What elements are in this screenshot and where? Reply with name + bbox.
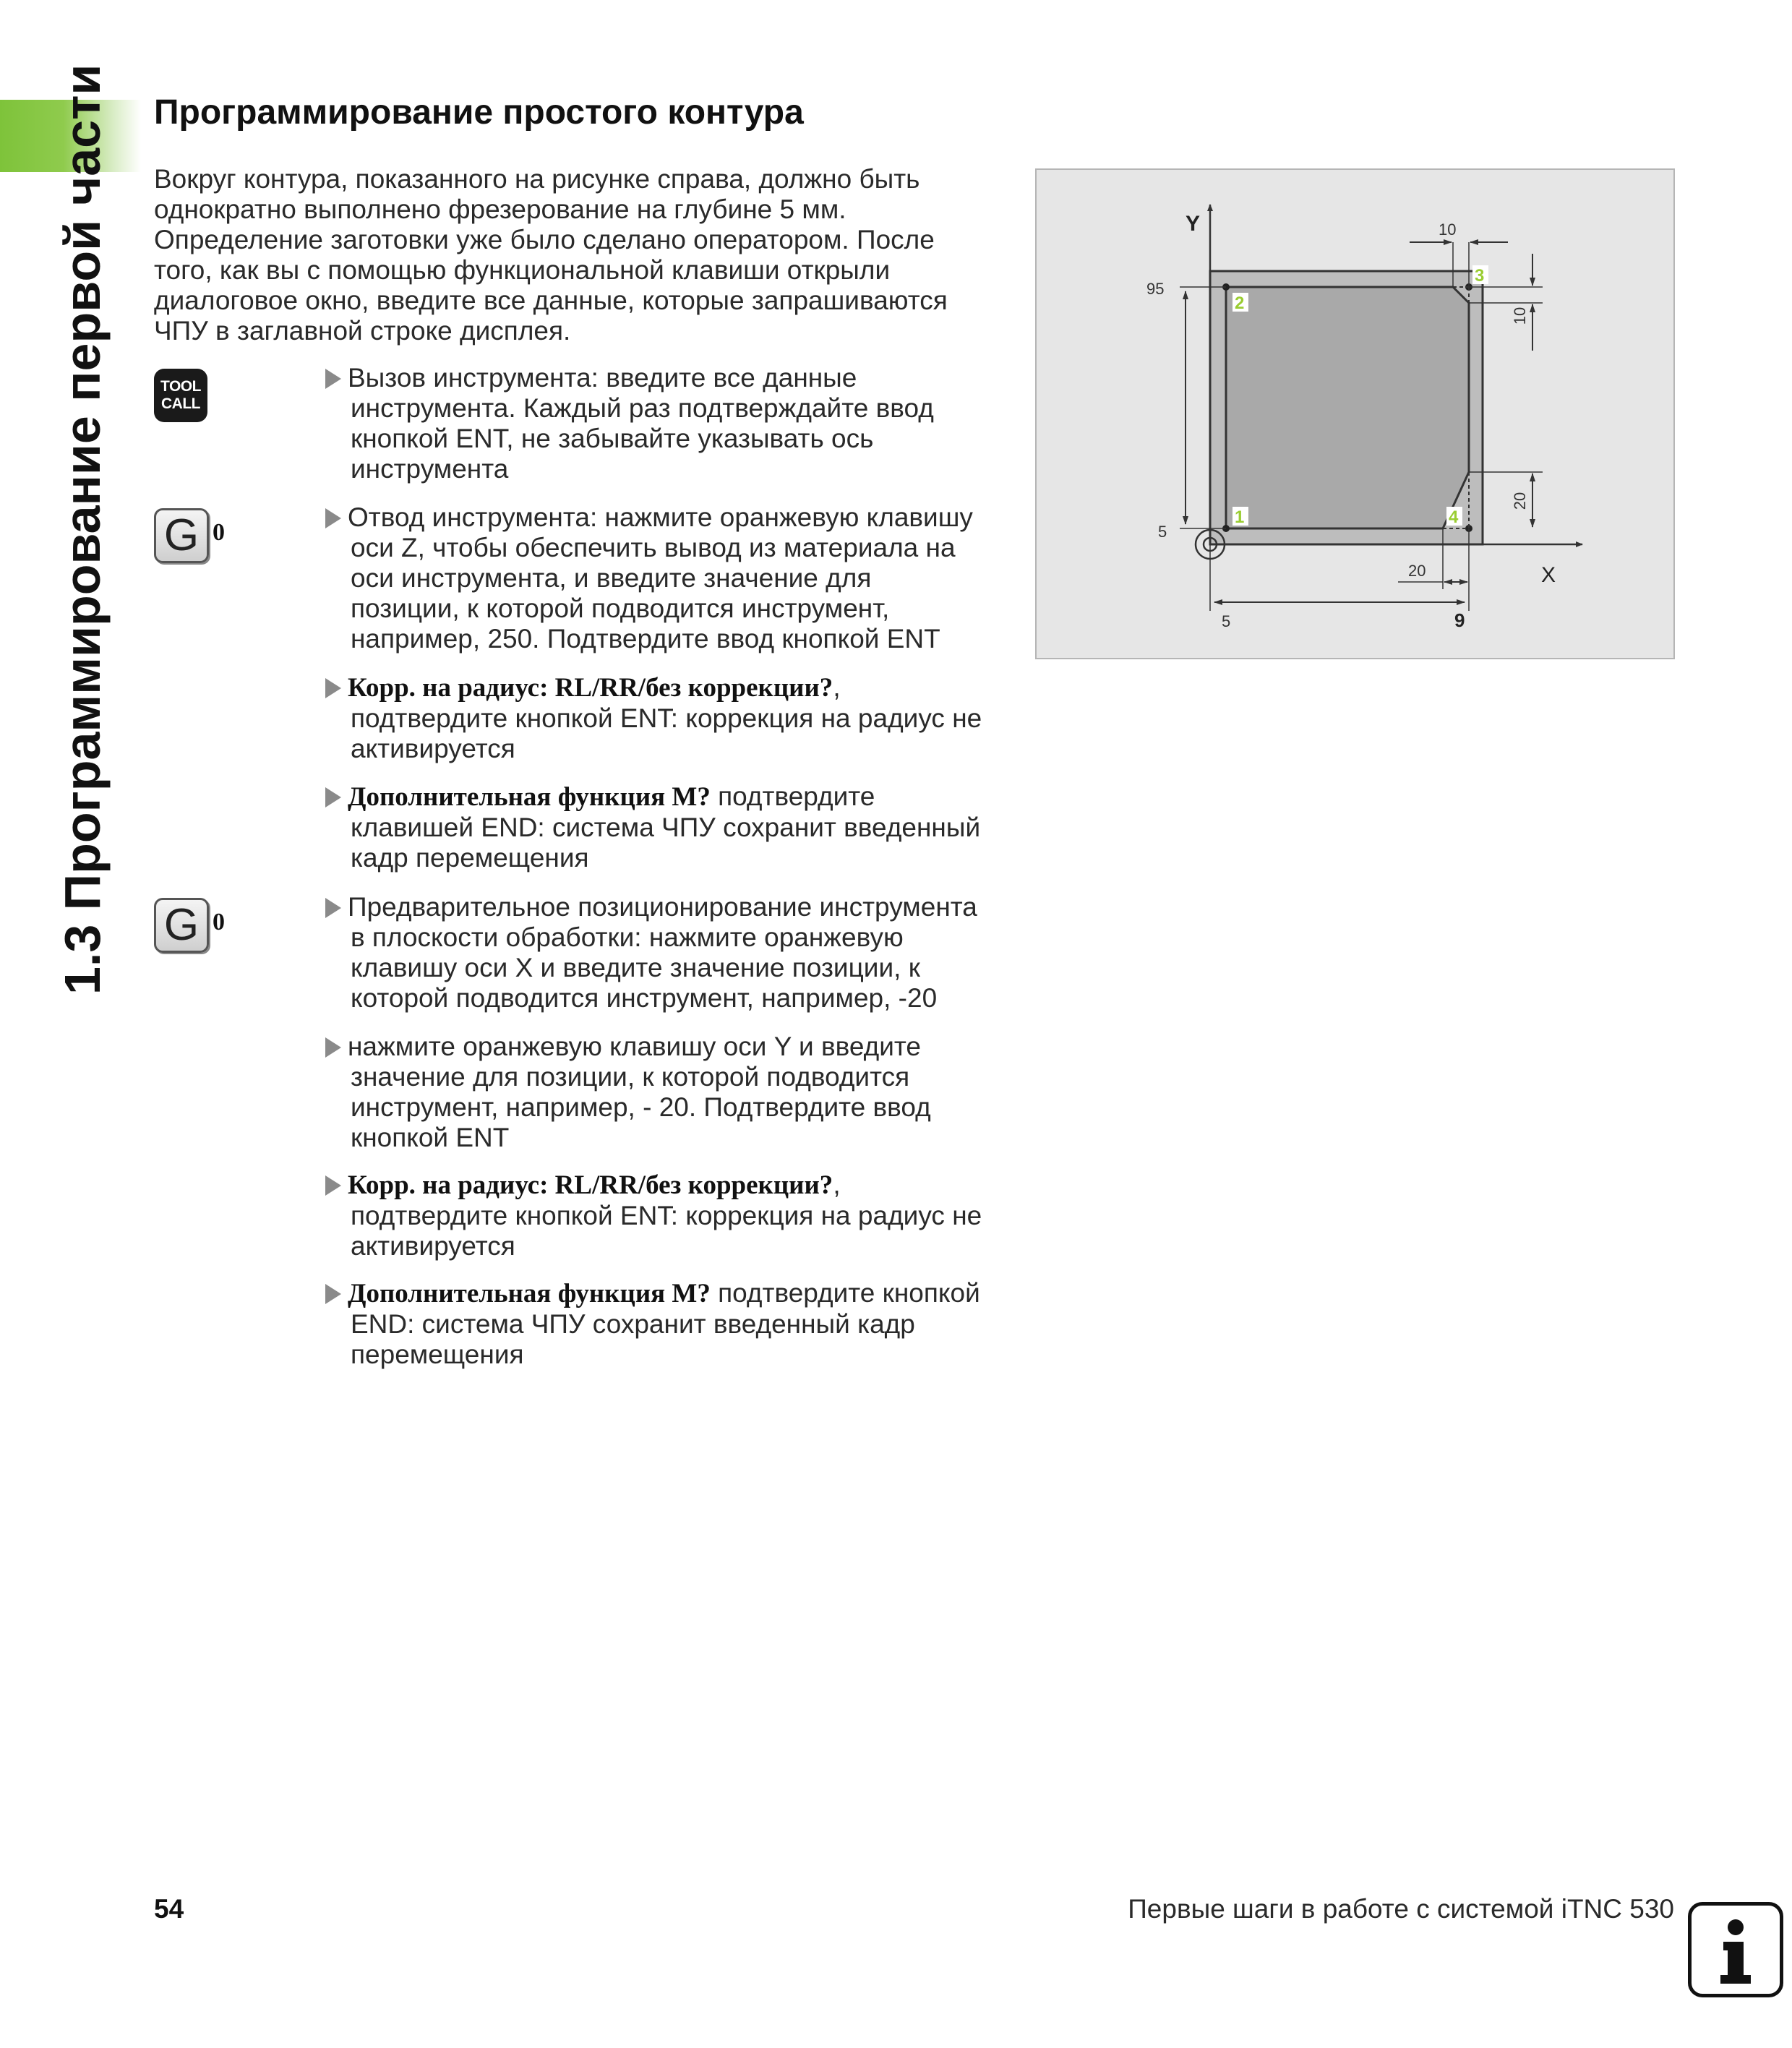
y-axis-label: Y <box>1186 212 1201 236</box>
step-line: кнопкой ENT, не забывайте указывать ось <box>351 424 874 453</box>
step-preposition-y <box>325 1032 1005 1153</box>
g-key-icon <box>154 508 209 563</box>
point-2-label: 2 <box>1235 294 1245 313</box>
step-line: например, 250. Подтвердите ввод кнопкой ENT <box>351 624 940 654</box>
contour-drawing <box>1035 168 1675 659</box>
step-first-line <box>325 1278 1005 1309</box>
step-line: клавишей END: система ЧПУ сохранит введенный <box>351 813 981 842</box>
dialog-prompt: Корр. на радиус: RL/RR/без коррекции? <box>348 673 833 703</box>
chapter-side-title: 1.3 Программирование первой части <box>54 64 111 995</box>
step-line: подтвердите кнопкой ENT: коррекция на радиус не <box>351 1201 982 1230</box>
section-title: Программирование простого контура <box>154 93 804 132</box>
dialog-prompt: Дополнительная функция M? <box>348 782 711 812</box>
milling-contour <box>1226 287 1469 528</box>
tool-call-key-icon <box>154 369 207 422</box>
g-key-letter: G <box>163 900 200 950</box>
step-line: кадр перемещения <box>351 843 589 873</box>
intro-paragraph <box>154 164 1021 346</box>
tool-call-key-line1: TOOL <box>160 378 201 395</box>
step-radius-comp-2 <box>325 1170 1005 1261</box>
step-retract-tool <box>325 502 1005 654</box>
step-line-rest: , <box>833 1170 841 1199</box>
step-line: в плоскости обработки: нажмите оранжевую <box>351 922 904 952</box>
step-line: которой подводится инструмент, например, -20 <box>351 983 938 1013</box>
step-line: перемещения <box>351 1340 524 1369</box>
step-misc-function-2 <box>325 1278 1005 1370</box>
intro-line: однократно выполнено фрезерование на глубине 5 мм. <box>154 194 846 224</box>
step-line: кнопкой ENT <box>351 1123 510 1152</box>
info-icon <box>1688 1902 1783 1997</box>
intro-line: того, как вы с помощью функциональной клавиши открыли <box>154 255 891 285</box>
step-line: Вызов инструмента: введите все данные <box>325 363 1005 393</box>
step-line-rest: подтвердите кнопкой <box>710 1278 980 1308</box>
step-line: оси Z, чтобы обеспечить вывод из материала на <box>351 533 956 562</box>
dim-bottom-chamfer-h: 20 <box>1511 492 1529 510</box>
step-first-line <box>325 781 1005 813</box>
page-number: 54 <box>154 1894 184 1924</box>
step-line: активируется <box>351 734 515 763</box>
step-line: значение для позиции, к которой подводится <box>351 1062 910 1092</box>
step-line: Предварительное позиционирование инструмента <box>325 892 1005 922</box>
g-key-subscript: 0 <box>213 909 225 935</box>
g-key-icon <box>154 898 209 953</box>
g-key-subscript: 0 <box>213 519 225 546</box>
intro-line: Определение заготовки уже было сделано оператором. После <box>154 225 935 254</box>
dialog-prompt: Корр. на радиус: RL/RR/без коррекции? <box>348 1170 833 1200</box>
dim-top-chamfer-w: 10 <box>1439 220 1457 239</box>
point-4-label: 4 <box>1449 507 1459 527</box>
step-line: клавишу оси X и введите значение позиции, к <box>351 953 920 982</box>
dim-top-chamfer-h: 10 <box>1511 307 1529 325</box>
point-3-label: 3 <box>1475 266 1485 286</box>
dim-bottom-chamfer-w: 20 <box>1408 562 1426 580</box>
dim-x-left: 5 <box>1222 612 1231 630</box>
intro-line: диалоговое окно, введите все данные, которые запрашиваются <box>154 286 948 315</box>
tool-call-key-line2: CALL <box>161 395 200 412</box>
step-line: нажмите оранжевую клавишу оси Y и введите <box>325 1032 1005 1062</box>
step-line-rest: подтвердите <box>710 781 875 811</box>
step-line: оси инструмента, и введите значение для <box>351 563 872 593</box>
dim-y-top: 95 <box>1146 280 1165 298</box>
step-line: позиции, к которой подводится инструмент, <box>351 594 890 623</box>
dim-y-bottom: 5 <box>1158 523 1167 541</box>
intro-line: Вокруг контура, показанного на рисунке справа, должно быть <box>154 164 920 194</box>
step-line: подтвердите кнопкой ENT: коррекция на радиус не <box>351 703 982 733</box>
x-axis-label: X <box>1541 563 1556 587</box>
point-1-label: 1 <box>1235 507 1245 527</box>
step-line: активируется <box>351 1231 515 1261</box>
g-key-letter: G <box>163 510 200 560</box>
step-line: инструмент, например, - 20. Подтвердите ввод <box>351 1092 931 1122</box>
step-line: инструмента <box>351 454 509 484</box>
dialog-prompt: Дополнительная функция M? <box>348 1279 711 1308</box>
step-radius-comp-1 <box>325 672 1005 764</box>
step-first-line <box>325 672 1005 703</box>
step-line: Отвод инструмента: нажмите оранжевую клавишу <box>325 502 1005 533</box>
dim-x-right: 9 <box>1454 609 1465 631</box>
step-tool-call <box>325 363 1005 484</box>
step-misc-function-1 <box>325 781 1005 873</box>
footer-book-title: Первые шаги в работе с системой iTNC 530 <box>1128 1894 1674 1924</box>
step-line-rest: , <box>833 672 841 702</box>
step-line: инструмента. Каждый раз подтверждайте ввод <box>351 393 934 423</box>
intro-line: ЧПУ в заглавной строке дисплея. <box>154 316 571 346</box>
step-preposition-x <box>325 892 1005 1014</box>
step-line: END: система ЧПУ сохранит введенный кадр <box>351 1309 915 1339</box>
step-first-line <box>325 1170 1005 1201</box>
